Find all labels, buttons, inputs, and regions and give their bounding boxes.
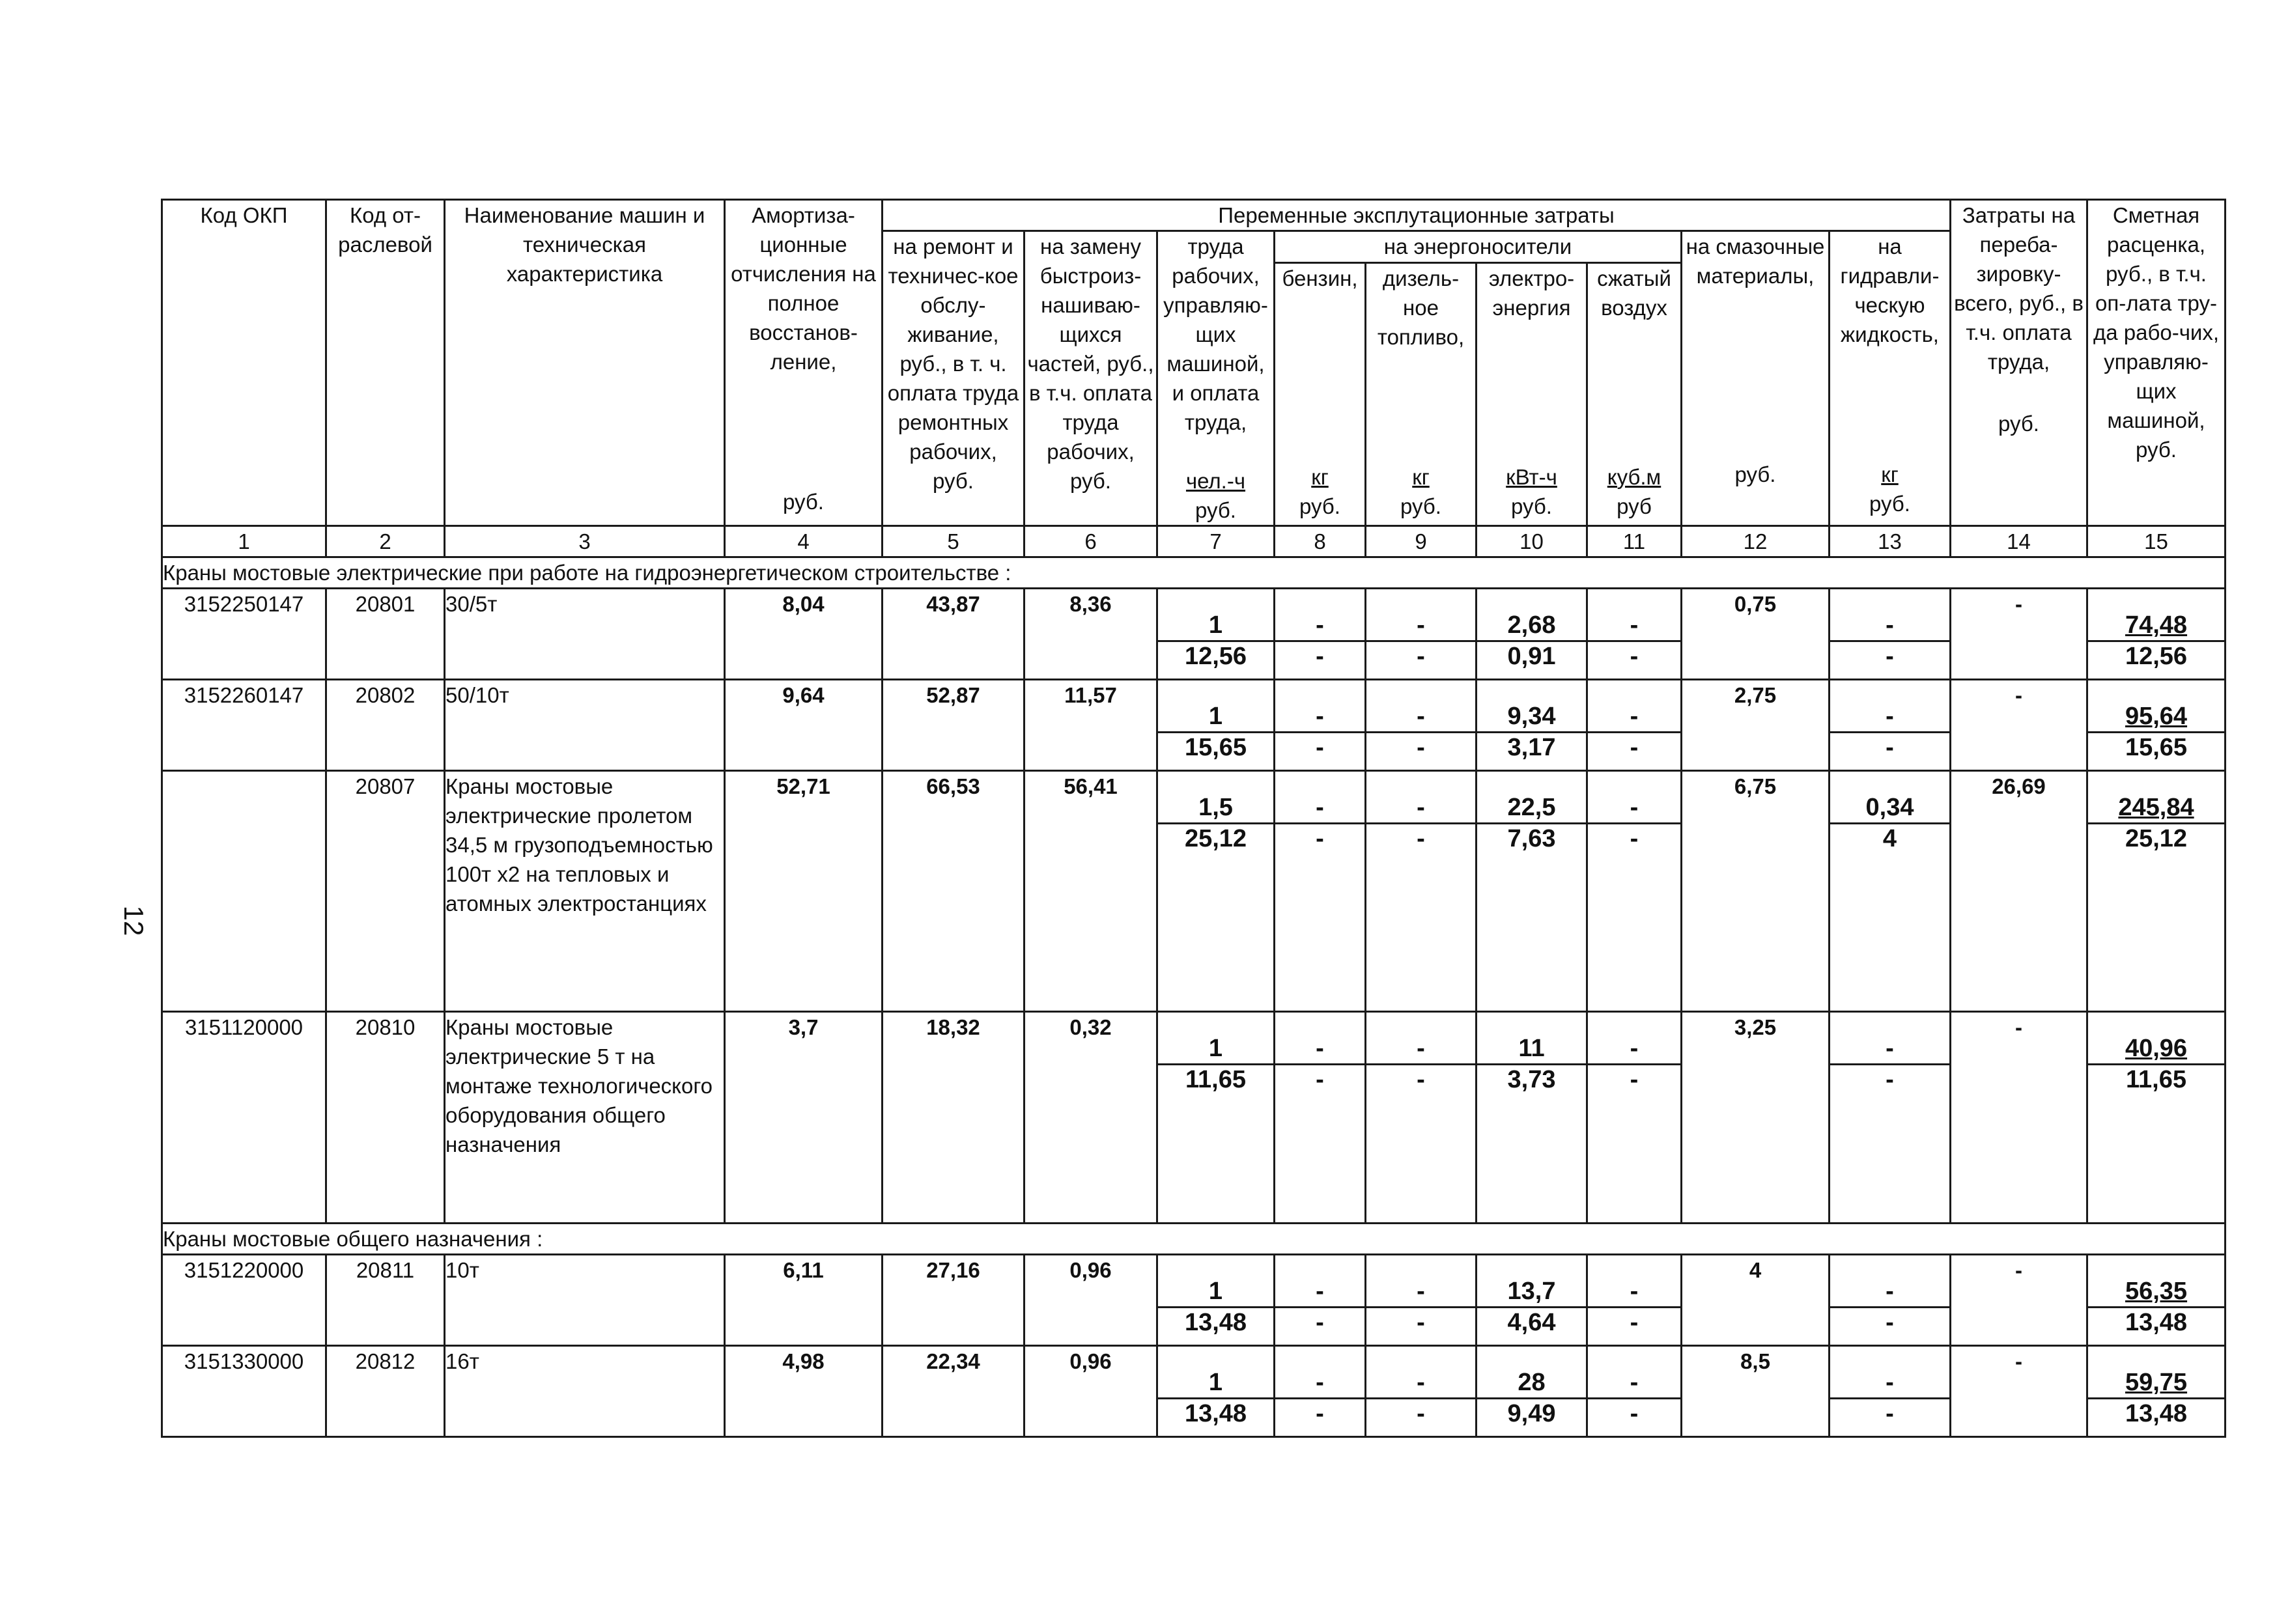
branch-code: 20802 [326, 680, 445, 771]
amortization-value: 6,11 [725, 1255, 883, 1346]
electricity-value [1477, 589, 1587, 680]
repair-value: 27,16 [883, 1255, 1025, 1346]
table-row [162, 1346, 2226, 1437]
air-value [1587, 680, 1682, 771]
petrol-value-bottom: - [1316, 643, 1324, 670]
relocation-value: - [1951, 1346, 2087, 1437]
table-row [162, 589, 2226, 680]
parts-value: 0,96 [1025, 1255, 1157, 1346]
header-electricity: электро-энергия кВт-ч руб. [1477, 262, 1587, 525]
diesel-value [1366, 680, 1477, 771]
electricity-value-top: 2,68 [1477, 589, 1586, 642]
header-energy: на энергоносители [1275, 231, 1682, 263]
labor-value-top: 1 [1158, 1347, 1273, 1399]
diesel-value [1366, 1012, 1477, 1224]
petrol-value-top: - [1275, 772, 1364, 824]
electricity-value-top: 13,7 [1477, 1255, 1586, 1308]
amortization-value: 52,71 [725, 771, 883, 1012]
electricity-value [1477, 680, 1587, 771]
petrol-value-bottom: - [1316, 734, 1324, 761]
table-header [162, 200, 2226, 557]
air-value [1587, 589, 1682, 680]
labor-value-top: 1 [1158, 589, 1273, 642]
column-number: 12 [1682, 526, 1830, 557]
hydraulic-value-bottom: - [1886, 1066, 1894, 1093]
relocation-value: - [1951, 680, 2087, 771]
okp-code: 3151330000 [162, 1346, 326, 1437]
hydraulic-value-bottom: - [1886, 1309, 1894, 1336]
lubricant-value: 3,25 [1682, 1012, 1830, 1224]
air-value-bottom: - [1630, 734, 1639, 761]
column-number: 13 [1830, 526, 1951, 557]
hydraulic-value-bottom: - [1886, 1400, 1894, 1427]
hydraulic-value [1830, 1346, 1951, 1437]
air-value-top: - [1588, 589, 1680, 642]
estimate-value [2087, 1255, 2226, 1346]
machine-name: 10т [445, 1255, 725, 1346]
relocation-value: 26,69 [1951, 771, 2087, 1012]
machine-name: Краны мостовые электрические 5 т на монтаже технологического оборудования общего назначения [445, 1012, 725, 1224]
column-number: 10 [1477, 526, 1587, 557]
air-value-bottom: - [1630, 825, 1639, 852]
header-parts: на замену быстроиз-нашиваю-щихся частей, руб., в т.ч. оплата труда рабочих, руб. [1025, 231, 1157, 526]
labor-value [1157, 1255, 1275, 1346]
repair-value: 66,53 [883, 771, 1025, 1012]
estimate-value-bottom: 11,65 [2126, 1066, 2186, 1093]
okp-code: 3151120000 [162, 1012, 326, 1224]
parts-value: 8,36 [1025, 589, 1157, 680]
column-number-row [162, 526, 2226, 557]
hydraulic-value-bottom: - [1886, 734, 1894, 761]
air-value-top: - [1588, 1013, 1680, 1065]
lubricant-value: 0,75 [1682, 589, 1830, 680]
section-title: Краны мостовые общего назначения : [162, 1224, 2226, 1255]
electricity-value-bottom: 3,73 [1507, 1066, 1556, 1093]
column-number: 14 [1951, 526, 2087, 557]
estimate-value [2087, 1012, 2226, 1224]
electricity-value-top: 28 [1477, 1347, 1586, 1399]
hydraulic-value [1830, 1012, 1951, 1224]
diesel-value-bottom: - [1417, 825, 1425, 852]
hydraulic-value-top: - [1830, 589, 1949, 642]
petrol-value [1275, 1255, 1366, 1346]
hydraulic-value [1830, 589, 1951, 680]
electricity-value [1477, 1012, 1587, 1224]
labor-value-bottom: 13,48 [1184, 1400, 1247, 1427]
branch-code: 20811 [326, 1255, 445, 1346]
estimate-value-bottom: 13,48 [2125, 1309, 2188, 1336]
table-row [162, 680, 2226, 771]
labor-value-bottom: 13,48 [1184, 1309, 1247, 1336]
relocation-value: - [1951, 1012, 2087, 1224]
petrol-value-bottom: - [1316, 1400, 1324, 1427]
electricity-value-bottom: 0,91 [1507, 643, 1556, 670]
machine-name: 16т [445, 1346, 725, 1437]
amortization-value: 8,04 [725, 589, 883, 680]
branch-code: 20801 [326, 589, 445, 680]
petrol-value-bottom: - [1316, 1066, 1324, 1093]
diesel-value-bottom: - [1417, 734, 1425, 761]
hydraulic-value-top: 0,34 [1830, 772, 1949, 824]
electricity-value-bottom: 4,64 [1507, 1309, 1556, 1336]
okp-code: 3152260147 [162, 680, 326, 771]
petrol-value [1275, 589, 1366, 680]
labor-value-top: 1 [1158, 1255, 1273, 1308]
petrol-value [1275, 1012, 1366, 1224]
table-body [162, 557, 2226, 1437]
header-diesel: дизель-ное топливо, кг руб. [1366, 262, 1477, 525]
header-hydraulic: на гидравли-ческую жидкость, кг руб. [1830, 231, 1951, 526]
diesel-value [1366, 589, 1477, 680]
petrol-value-top: - [1275, 1255, 1364, 1308]
petrol-value-bottom: - [1316, 1309, 1324, 1336]
labor-value [1157, 680, 1275, 771]
section-title: Краны мостовые электрические при работе на гидроэнергетическом строительстве : [162, 557, 2226, 589]
header-labor: труда рабочих, управляю-щих машиной, и оплата труда, чел.-ч руб. [1157, 231, 1275, 526]
estimate-value [2087, 680, 2226, 771]
machine-name: Краны мостовые электрические пролетом 34,5 м грузоподъемностью 100т х2 на тепловых и атомных электростанциях [445, 771, 725, 1012]
diesel-value-top: - [1366, 1013, 1475, 1065]
amortization-value: 9,64 [725, 680, 883, 771]
petrol-value-bottom: - [1316, 825, 1324, 852]
estimate-value-bottom: 15,65 [2125, 734, 2188, 761]
column-number: 2 [326, 526, 445, 557]
header-repair: на ремонт и техничес-кое обслу-живание, руб., в т. ч. оплата труда ремонтных рабочих, руб. [883, 231, 1025, 526]
header-compressed-air: сжатый воздух куб.м руб [1587, 262, 1682, 525]
lubricant-value: 4 [1682, 1255, 1830, 1346]
hydraulic-value-bottom: - [1886, 643, 1894, 670]
air-value [1587, 1255, 1682, 1346]
column-number: 5 [883, 526, 1025, 557]
air-value-bottom: - [1630, 1309, 1639, 1336]
air-value-top: - [1588, 1347, 1680, 1399]
header-okp: Код ОКП [162, 200, 326, 526]
parts-value: 0,96 [1025, 1346, 1157, 1437]
header-name: Наименование машин и техническая характеристика [445, 200, 725, 526]
hydraulic-value-top: - [1830, 1255, 1949, 1308]
air-value-top: - [1588, 680, 1680, 733]
branch-code: 20807 [326, 771, 445, 1012]
air-value-bottom: - [1630, 1066, 1639, 1093]
branch-code: 20810 [326, 1012, 445, 1224]
estimate-value-top: 95,64 [2088, 680, 2224, 733]
electricity-value-bottom: 7,63 [1507, 825, 1556, 852]
column-number: 8 [1275, 526, 1366, 557]
petrol-value-top: - [1275, 680, 1364, 733]
air-value [1587, 1012, 1682, 1224]
diesel-value-top: - [1366, 1255, 1475, 1308]
hydraulic-value-top: - [1830, 1347, 1949, 1399]
machine-name: 50/10т [445, 680, 725, 771]
relocation-value: - [1951, 1255, 2087, 1346]
repair-value: 22,34 [883, 1346, 1025, 1437]
diesel-value-top: - [1366, 1347, 1475, 1399]
diesel-value-bottom: - [1417, 1066, 1425, 1093]
diesel-value-bottom: - [1417, 643, 1425, 670]
okp-code: 3152250147 [162, 589, 326, 680]
header-lubricants: на смазочные материалы, руб. [1682, 231, 1830, 526]
air-value [1587, 1346, 1682, 1437]
electricity-value-top: 11 [1477, 1013, 1586, 1065]
hydraulic-value-top: - [1830, 680, 1949, 733]
electricity-value-top: 9,34 [1477, 680, 1586, 733]
labor-value [1157, 589, 1275, 680]
repair-value: 52,87 [883, 680, 1025, 771]
header-branch-code: Код от-раслевой [326, 200, 445, 526]
lubricant-value: 6,75 [1682, 771, 1830, 1012]
column-number: 6 [1025, 526, 1157, 557]
labor-value-top: 1 [1158, 1013, 1273, 1065]
air-value-bottom: - [1630, 1400, 1639, 1427]
okp-code: 3151220000 [162, 1255, 326, 1346]
estimate-value-bottom: 13,48 [2125, 1400, 2188, 1427]
estimate-value-bottom: 12,56 [2125, 643, 2188, 670]
petrol-value [1275, 1346, 1366, 1437]
estimate-value [2087, 771, 2226, 1012]
labor-value-bottom: 11,65 [1185, 1066, 1246, 1093]
estimate-value-top: 40,96 [2088, 1013, 2224, 1065]
diesel-value [1366, 1346, 1477, 1437]
estimate-value [2087, 1346, 2226, 1437]
parts-value: 11,57 [1025, 680, 1157, 771]
column-number: 7 [1157, 526, 1275, 557]
labor-value-bottom: 12,56 [1184, 643, 1247, 670]
petrol-value-top: - [1275, 1347, 1364, 1399]
electricity-value [1477, 1346, 1587, 1437]
diesel-value-bottom: - [1417, 1309, 1425, 1336]
diesel-value-top: - [1366, 772, 1475, 824]
machine-name: 30/5т [445, 589, 725, 680]
table-row [162, 1012, 2226, 1224]
column-number: 15 [2087, 526, 2226, 557]
estimate-value-top: 56,35 [2088, 1255, 2224, 1308]
header-amortization: Амортиза-ционные отчисления на полное восстанов-ление, руб. [725, 200, 883, 526]
air-value-top: - [1588, 1255, 1680, 1308]
lubricant-value: 8,5 [1682, 1346, 1830, 1437]
labor-value-bottom: 25,12 [1184, 825, 1247, 852]
petrol-value-top: - [1275, 589, 1364, 642]
petrol-value [1275, 771, 1366, 1012]
column-number: 4 [725, 526, 883, 557]
labor-value-top: 1,5 [1158, 772, 1273, 824]
air-value [1587, 771, 1682, 1012]
diesel-value-top: - [1366, 589, 1475, 642]
header-relocation: Затраты на переба-зировку-всего, руб., в т.ч. оплата труда, руб. [1951, 200, 2087, 526]
branch-code: 20812 [326, 1346, 445, 1437]
electricity-value-bottom: 9,49 [1507, 1400, 1556, 1427]
hydraulic-value [1830, 680, 1951, 771]
header-estimate: Сметная расценка, руб., в т.ч. оп-лата тру-да рабо-чих, управляю-щих машиной, руб. [2087, 200, 2226, 526]
hydraulic-value [1830, 1255, 1951, 1346]
parts-value: 56,41 [1025, 771, 1157, 1012]
estimate-value [2087, 589, 2226, 680]
column-number: 1 [162, 526, 326, 557]
amortization-value: 4,98 [725, 1346, 883, 1437]
labor-value [1157, 771, 1275, 1012]
header-variable-costs: Переменные эксплутационные затраты [883, 200, 1951, 231]
estimate-value-bottom: 25,12 [2125, 825, 2188, 852]
air-value-bottom: - [1630, 643, 1639, 670]
diesel-value [1366, 1255, 1477, 1346]
column-number: 3 [445, 526, 725, 557]
repair-value: 43,87 [883, 589, 1025, 680]
amortization-value: 3,7 [725, 1012, 883, 1224]
electricity-value [1477, 771, 1587, 1012]
labor-value [1157, 1012, 1275, 1224]
hydraulic-value [1830, 771, 1951, 1012]
relocation-value: - [1951, 589, 2087, 680]
petrol-value-top: - [1275, 1013, 1364, 1065]
labor-value [1157, 1346, 1275, 1437]
petrol-value [1275, 680, 1366, 771]
lubricant-value: 2,75 [1682, 680, 1830, 771]
air-value-top: - [1588, 772, 1680, 824]
electricity-value [1477, 1255, 1587, 1346]
page-number: 12 [119, 905, 149, 936]
column-number: 9 [1366, 526, 1477, 557]
labor-value-top: 1 [1158, 680, 1273, 733]
hydraulic-value-top: - [1830, 1013, 1949, 1065]
okp-code [162, 771, 326, 1012]
estimate-value-top: 74,48 [2088, 589, 2224, 642]
machine-cost-table [161, 199, 2226, 1438]
table-row [162, 1255, 2226, 1346]
electricity-value-bottom: 3,17 [1507, 734, 1556, 761]
diesel-value [1366, 771, 1477, 1012]
diesel-value-bottom: - [1417, 1400, 1425, 1427]
diesel-value-top: - [1366, 680, 1475, 733]
hydraulic-value-bottom: 4 [1882, 825, 1897, 852]
estimate-value-top: 245,84 [2088, 772, 2224, 824]
table-row [162, 771, 2226, 1012]
header-petrol: бензин, кг руб. [1275, 262, 1366, 525]
estimate-value-top: 59,75 [2088, 1347, 2224, 1399]
parts-value: 0,32 [1025, 1012, 1157, 1224]
repair-value: 18,32 [883, 1012, 1025, 1224]
labor-value-bottom: 15,65 [1184, 734, 1247, 761]
electricity-value-top: 22,5 [1477, 772, 1586, 824]
column-number: 11 [1587, 526, 1682, 557]
